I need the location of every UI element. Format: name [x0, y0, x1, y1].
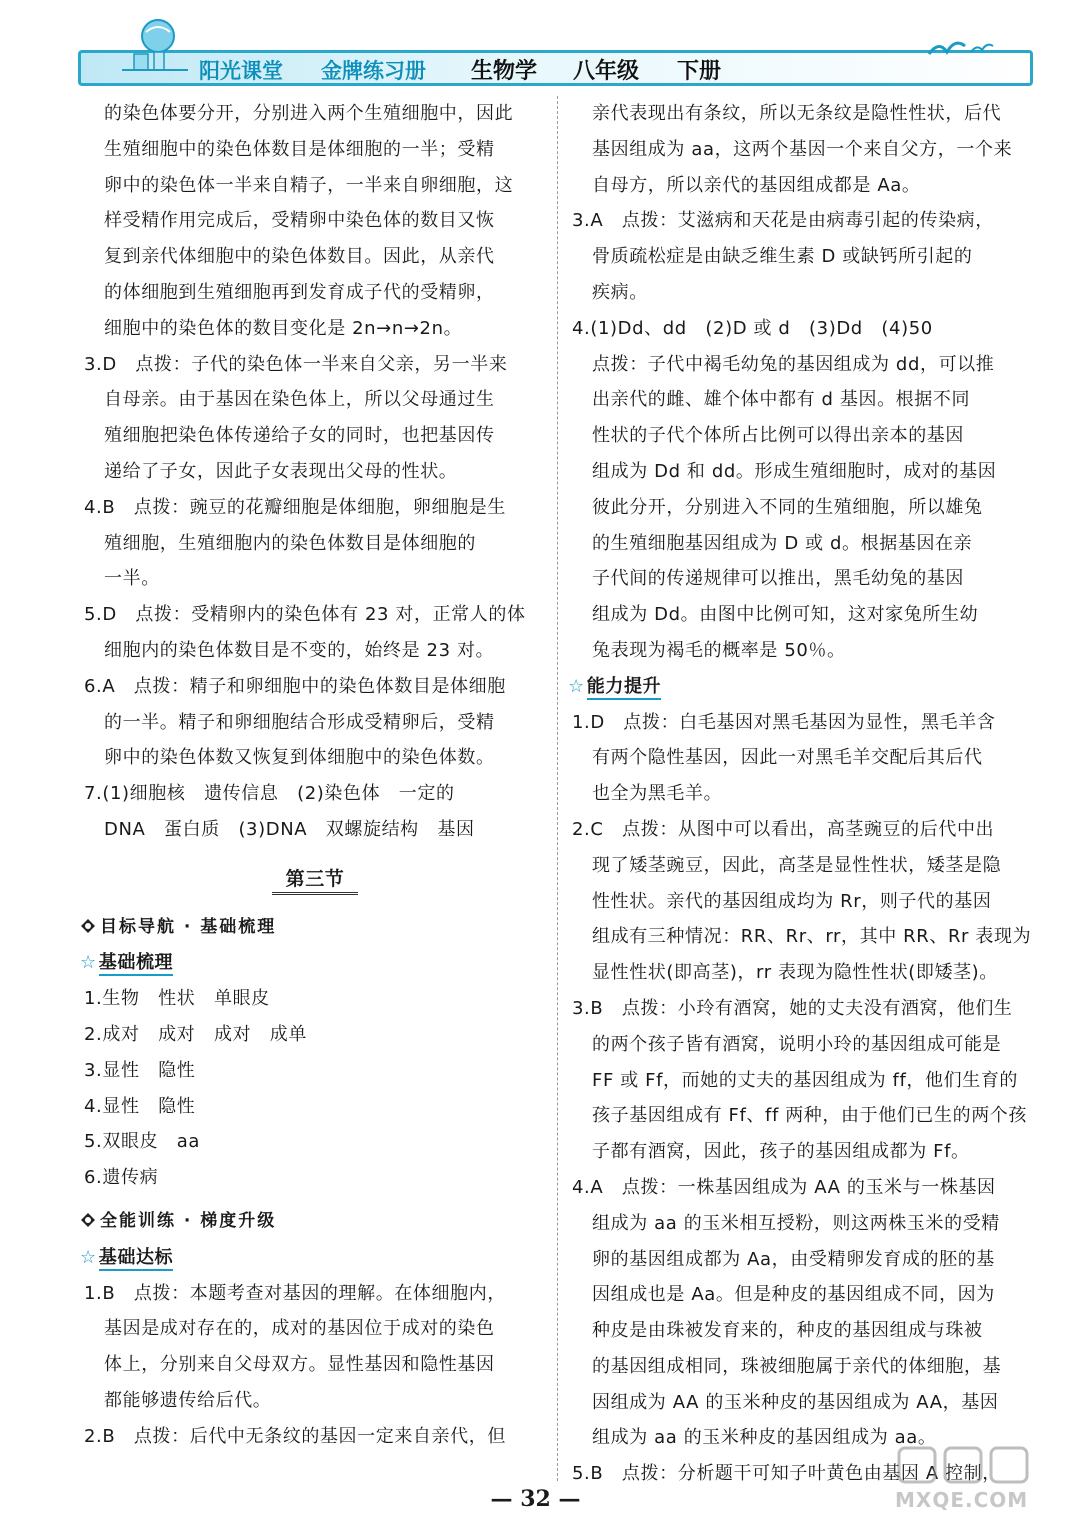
- star-icon: ☆: [80, 952, 97, 974]
- text-line: 3.A 点拨：艾滋病和天花是由病毒引起的传染病，: [572, 210, 994, 232]
- star-heading-standard: [80, 1240, 550, 1276]
- text-line: 卵的基因组成都为 Aa，由受精卵发育成的胚的基: [592, 1248, 995, 1270]
- text-line: 3.D 点拨：子代的染色体一半来自父亲，另一半来: [84, 353, 508, 375]
- star-heading-text: 基础达标: [99, 1247, 173, 1271]
- answer-item: [568, 203, 1038, 310]
- text-line: 性性状。亲代的基因组成均为 Rr，则子代的基因: [592, 890, 992, 912]
- globe-logo-icon: [120, 14, 190, 74]
- answer-item: [568, 311, 1038, 669]
- text-line: 生殖细胞中的染色体数目是体细胞的一半；受精: [104, 138, 495, 160]
- star-heading-ability: [568, 669, 1038, 705]
- answer-item: [80, 490, 550, 597]
- watermark-text: MXQE.COM: [895, 1488, 1029, 1512]
- text-line: 一半。: [104, 568, 160, 590]
- list-item: 6.遗传病: [84, 1167, 159, 1189]
- birds-decoration-icon: [925, 34, 995, 64]
- answer-item: [568, 1170, 1038, 1456]
- text-line: 组成为 aa 的玉米相互授粉，则这两株玉米的受精: [592, 1212, 1000, 1234]
- text-line: 卵中的染色体一半来自精子，一半来自卵细胞，这: [104, 174, 514, 196]
- watermark-logo-icon: [895, 1444, 1045, 1488]
- text-line: 7.(1)细胞核 遗传信息 (2)染色体 一定的: [84, 783, 455, 805]
- list-item: 1.生物 性状 单眼皮: [84, 988, 270, 1010]
- text-line: 组成有三种情况：RR、Rr、rr，其中 RR、Rr 表现为: [592, 926, 1032, 948]
- text-line: 4.(1)Dd、dd (2)D 或 d (3)Dd (4)50: [572, 317, 933, 339]
- text-line: DNA 蛋白质 (3)DNA 双螺旋结构 基因: [104, 818, 475, 840]
- answer-item: [80, 1419, 550, 1455]
- text-line: 基因是成对存在的，成对的基因位于成对的染色: [104, 1318, 495, 1340]
- text-line: 复到亲代体细胞中的染色体数目。因此，从亲代: [104, 246, 495, 268]
- nav-heading-text: 全能训练 · 梯度升级: [100, 1210, 277, 1231]
- answer-item: [568, 705, 1038, 812]
- text-line: 1.D 点拨：白毛基因对黑毛基因为显性，黑毛羊含: [572, 711, 996, 733]
- text-line: 有两个隐性基因，因此一对黑毛羊交配后其后代: [592, 747, 983, 769]
- text-line: 自母亲。由于基因在染色体上，所以父母通过生: [104, 389, 495, 411]
- answer-item: [80, 1276, 550, 1419]
- text-line: 组成为 Dd。由图中比例可知，这对家兔所生幼: [592, 604, 979, 626]
- text-line: 孩子基因组成有 Ff、ff 两种，由于他们已生的两个孩: [592, 1105, 1028, 1127]
- text-line: 现了矮茎豌豆，因此，高茎是显性性状，矮茎是隐: [592, 854, 1002, 876]
- text-line: 点拨：子代中褐毛幼兔的基因组成为 dd，可以推: [592, 353, 995, 375]
- text-line: FF 或 Ff，而她的丈夫的基因组成为 ff，他们生育的: [592, 1069, 1019, 1091]
- right-column: [568, 96, 1038, 1492]
- text-line: 组成为 Dd 和 dd。形成生殖细胞时，成对的基因: [592, 460, 997, 482]
- continued-text: [80, 96, 550, 347]
- text-line: 子都有酒窝，因此，孩子的基因组成都为 Ff。: [592, 1141, 970, 1163]
- text-line: 的基因组成相同，珠被细胞属于亲代的体细胞，基: [592, 1355, 1002, 1377]
- text-line: 自母方，所以亲代的基因组成都是 Aa。: [592, 174, 921, 196]
- star-icon: ☆: [568, 675, 585, 697]
- text-line: 细胞内的染色体数目是不变的，始终是 23 对。: [104, 639, 495, 661]
- text-line: 子代间的传递规律可以推出，黑毛幼兔的基因: [592, 568, 964, 590]
- text-line: 殖细胞，生殖细胞内的染色体数目是体细胞的: [104, 532, 476, 554]
- text-line: 体上，分别来自父母双方。显性基因和隐性基因: [104, 1354, 495, 1376]
- section-title-text: 第三节: [272, 866, 359, 895]
- text-line: 5.D 点拨：受精卵内的染色体有 23 对，正常人的体: [84, 604, 526, 626]
- diamond-bullet-icon: [80, 1212, 96, 1228]
- text-line: 的生殖细胞基因组成为 D 或 d。根据基因在亲: [592, 532, 973, 554]
- list-item: 3.显性 隐性: [84, 1059, 196, 1081]
- text-line: 出亲代的雌、雄个体中都有 d 基因。根据不同: [592, 389, 971, 411]
- text-line: 细胞中的染色体的数目变化是 2n→n→2n。: [104, 317, 463, 339]
- text-line: 4.A 点拨：一株基因组成为 AA 的玉米与一株基因: [572, 1176, 996, 1198]
- page-number: — 32 —: [490, 1486, 581, 1512]
- text-line: 殖细胞把染色体传递给子女的同时，也把基因传: [104, 425, 495, 447]
- left-column: [80, 96, 550, 1454]
- text-line: 的两个孩子皆有酒窝，说明小玲的基因组成可能是: [592, 1033, 1002, 1055]
- book-title: 金牌练习册: [321, 58, 426, 83]
- nav-heading-training: [80, 1204, 550, 1240]
- basics-list: [80, 981, 550, 1196]
- star-heading-basics: [80, 945, 550, 981]
- star-heading-text: 基础梳理: [99, 952, 173, 976]
- text-line: 也全为黑毛羊。: [592, 783, 723, 805]
- answer-item: [568, 991, 1038, 1170]
- text-line: 2.C 点拨：从图中可以看出，高茎豌豆的后代中出: [572, 818, 995, 840]
- list-item: 5.双眼皮 aa: [84, 1131, 201, 1153]
- text-line: 性状的子代个体所占比例可以得出亲本的基因: [592, 425, 964, 447]
- answer-item: [80, 597, 550, 669]
- text-line: 的染色体要分开，分别进入两个生殖细胞中，因此: [104, 103, 514, 124]
- text-line: 因组成为 AA 的玉米种皮的基因组成为 AA，基因: [592, 1391, 999, 1413]
- text-line: 基因组成为 aa，这两个基因一个来自父方，一个来: [592, 138, 1013, 160]
- text-line: 兔表现为褐毛的概率是 50％。: [592, 639, 846, 661]
- answer-item: [80, 776, 550, 848]
- grade-label: 八年级: [573, 59, 640, 84]
- site-watermark: [895, 1444, 1045, 1524]
- text-line: 显性性状(即高茎)，rr 表现为隐性性状(即矮茎)。: [592, 962, 998, 984]
- section-title: [80, 862, 550, 898]
- diamond-bullet-icon: [80, 918, 96, 934]
- answer-item: [568, 812, 1038, 991]
- text-line: 疾病。: [592, 281, 648, 303]
- answer-item: [80, 669, 550, 776]
- star-heading-text: 能力提升: [587, 676, 661, 700]
- text-line: 2.B 点拨：后代中无条纹的基因一定来自亲代，但: [84, 1425, 506, 1447]
- text-line: 4.B 点拨：豌豆的花瓣细胞是体细胞，卵细胞是生: [84, 496, 506, 518]
- text-line: 递给了子女，因此子女表现出父母的性状。: [104, 460, 458, 482]
- header-banner: [78, 50, 1033, 86]
- text-line: 卵中的染色体数又恢复到体细胞中的染色体数。: [104, 747, 495, 769]
- volume-label: 下册: [677, 59, 722, 84]
- text-line: 3.B 点拨：小玲有酒窝，她的丈夫没有酒窝，他们生: [572, 997, 1013, 1019]
- subject-label: 生物学: [471, 59, 538, 84]
- text-line: 的一半。精子和卵细胞结合形成受精卵后，受精: [104, 711, 495, 733]
- column-divider: [557, 96, 559, 1481]
- text-line: 彼此分开，分别进入不同的生殖细胞，所以雄兔: [592, 496, 983, 518]
- text-line: 骨质疏松症是由缺乏维生素 D 或缺钙所引起的: [592, 246, 973, 268]
- text-line: 亲代表现出有条纹，所以无条纹是隐性性状，后代: [592, 103, 1002, 124]
- text-line: 1.B 点拨：本题考查对基因的理解。在体细胞内，: [84, 1282, 506, 1304]
- continued-text: [568, 96, 1038, 203]
- text-line: 组成为 aa 的玉米种皮的基因组成为 aa。: [592, 1427, 937, 1449]
- list-item: 4.显性 隐性: [84, 1095, 196, 1117]
- list-item: 2.成对 成对 成对 成单: [84, 1023, 307, 1045]
- star-icon: ☆: [80, 1246, 97, 1268]
- nav-heading-text: 目标导航 · 基础梳理: [100, 916, 277, 937]
- text-line: 6.A 点拨：精子和卵细胞中的染色体数目是体细胞: [84, 675, 506, 697]
- text-line: 样受精作用完成后，受精卵中染色体的数目又恢: [104, 210, 495, 232]
- text-line: 的体细胞到生殖细胞再到发育成子代的受精卵，: [104, 281, 495, 303]
- answer-item: [80, 347, 550, 490]
- nav-heading-goals: [80, 910, 550, 946]
- text-line: 5.B 点拨：分析题干可知子叶黄色由基因 A 控制，: [572, 1463, 1001, 1485]
- text-line: 都能够遗传给后代。: [104, 1389, 272, 1411]
- book-series-title: 阳光课堂: [199, 58, 283, 83]
- text-line: 种皮是由珠被发育来的，种皮的基因组成与珠被: [592, 1320, 983, 1342]
- text-line: 因组成也是 Aa。但是种皮的基因组成不同，因为: [592, 1284, 995, 1306]
